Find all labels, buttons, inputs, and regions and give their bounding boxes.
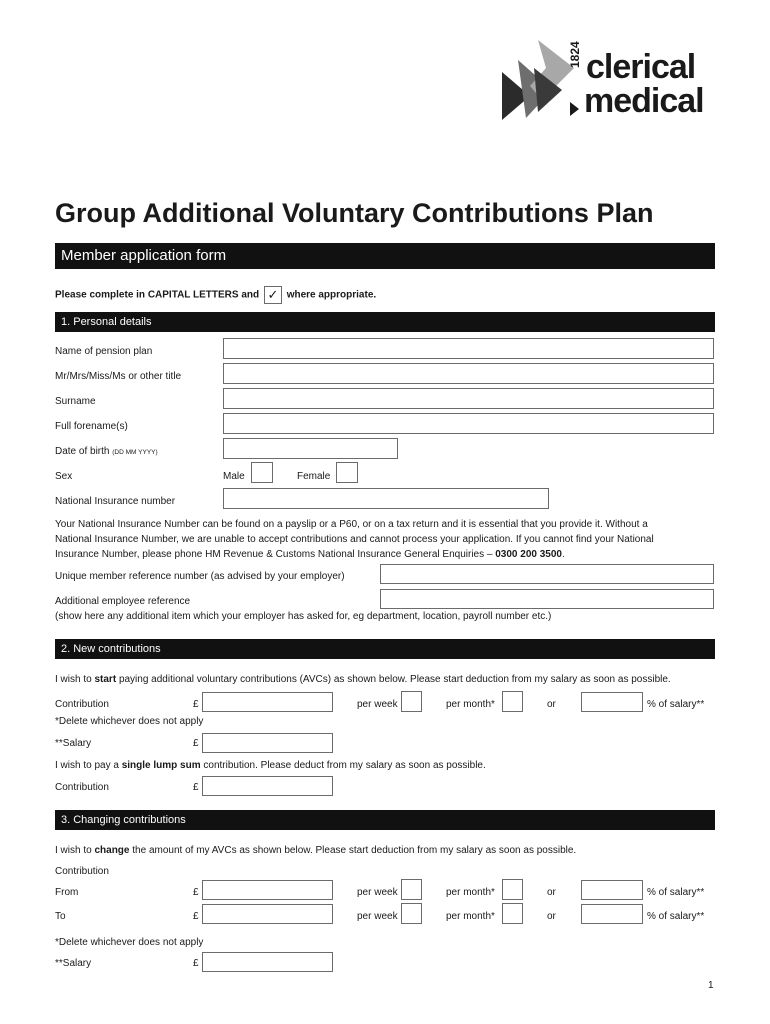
surname-field[interactable] bbox=[223, 388, 714, 409]
section2-intro bbox=[55, 674, 671, 685]
new-contribution-pound: £ bbox=[193, 699, 199, 710]
section2-intro-pre: I wish to bbox=[55, 674, 92, 685]
female-checkbox[interactable] bbox=[336, 462, 358, 483]
from-or-label: or bbox=[547, 887, 556, 898]
from-label: From bbox=[55, 887, 79, 898]
section2-intro-bold: start bbox=[94, 674, 117, 685]
ni-number-field[interactable] bbox=[223, 488, 549, 509]
new-salary-field[interactable] bbox=[202, 733, 333, 753]
section3-intro bbox=[55, 845, 576, 856]
logo-arrow-icon bbox=[570, 102, 579, 116]
new-per-week-checkbox[interactable] bbox=[401, 691, 422, 712]
ni-note-line1: Your National Insurance Number can be found on a payslip or a P60, or on a tax return and it is essential that you provide it. Without a bbox=[55, 519, 648, 530]
section2-header bbox=[55, 639, 715, 659]
new-pct-field[interactable] bbox=[581, 692, 643, 712]
new-per-week-label: per week bbox=[357, 699, 398, 710]
page-title: Group Additional Voluntary Contributions Plan bbox=[55, 198, 654, 228]
new-or-label: or bbox=[547, 699, 556, 710]
forenames-field[interactable] bbox=[223, 413, 714, 434]
change-salary-label: **Salary bbox=[55, 958, 92, 969]
section1-title: 1. Personal details bbox=[61, 316, 152, 328]
from-per-month-checkbox[interactable] bbox=[502, 879, 523, 900]
instructions-before: Please complete in CAPITAL LETTERS and bbox=[55, 289, 260, 301]
new-contribution-label: Contribution bbox=[55, 699, 109, 710]
change-contribution-label: Contribution bbox=[55, 866, 109, 877]
subtitle-text: Member application form bbox=[61, 247, 227, 264]
title-field[interactable] bbox=[223, 363, 714, 384]
dob-field[interactable] bbox=[223, 438, 398, 459]
to-amount-field[interactable] bbox=[202, 904, 333, 924]
lump-contribution-label: Contribution bbox=[55, 782, 109, 793]
unique-ref-label: Unique member reference number (as advised by your employer) bbox=[55, 571, 345, 582]
new-contribution-field[interactable] bbox=[202, 692, 333, 712]
lump-sum-bold: single lump sum bbox=[121, 760, 201, 771]
dob-label-text: Date of birth bbox=[55, 446, 110, 457]
title-label: Mr/Mrs/Miss/Ms or other title bbox=[55, 371, 182, 382]
to-label: To bbox=[55, 911, 66, 922]
unique-ref-field[interactable] bbox=[380, 564, 714, 584]
from-per-month-label: per month* bbox=[446, 887, 495, 898]
company-logo bbox=[500, 38, 732, 124]
from-per-week-label: per week bbox=[357, 887, 398, 898]
ni-note-line2: National Insurance Number, we are unable to accept contributions and cannot process your application. If you cannot find your National bbox=[55, 534, 654, 545]
female-label: Female bbox=[297, 471, 331, 482]
male-checkbox[interactable] bbox=[251, 462, 273, 483]
section3-title: 3. Changing contributions bbox=[61, 814, 186, 826]
section3-intro-pre: I wish to bbox=[55, 845, 92, 856]
new-delete-note: *Delete whichever does not apply bbox=[55, 716, 204, 727]
to-pct-label: % of salary** bbox=[647, 911, 705, 922]
sex-label: Sex bbox=[55, 471, 73, 482]
dob-format: (DD MM YYYY) bbox=[112, 449, 158, 456]
lump-contribution-pound: £ bbox=[193, 782, 199, 793]
surname-label: Surname bbox=[55, 396, 96, 407]
logo-year: 1824 bbox=[568, 41, 582, 68]
lump-sum-post: contribution. Please deduct from my salary as soon as possible. bbox=[203, 760, 486, 771]
section3-header bbox=[55, 810, 715, 830]
logo-word-medical: medical bbox=[584, 82, 704, 120]
new-salary-pound: £ bbox=[193, 738, 199, 749]
to-per-week-label: per week bbox=[357, 911, 398, 922]
subtitle-banner bbox=[55, 243, 715, 269]
section1-header bbox=[55, 312, 715, 332]
from-pound: £ bbox=[193, 887, 199, 898]
add-ref-label: Additional employee reference bbox=[55, 596, 191, 607]
change-salary-field[interactable] bbox=[202, 952, 333, 972]
new-pct-label: % of salary** bbox=[647, 699, 705, 710]
ni-note bbox=[55, 517, 720, 562]
section2-intro-post: paying additional voluntary contributions (AVCs) as shown below. Please start deduction from my salary as soon as possible. bbox=[118, 674, 671, 685]
section3-intro-bold: change bbox=[94, 845, 130, 856]
plan-name-field[interactable] bbox=[223, 338, 714, 359]
instructions-after: where appropriate. bbox=[286, 289, 377, 301]
from-amount-field[interactable] bbox=[202, 880, 333, 900]
tick-example-box bbox=[264, 286, 282, 304]
ni-note-end: . bbox=[561, 549, 565, 560]
to-pct-field[interactable] bbox=[581, 904, 643, 924]
lump-contribution-field[interactable] bbox=[202, 776, 333, 796]
to-per-month-label: per month* bbox=[446, 911, 495, 922]
male-label: Male bbox=[223, 471, 245, 482]
section3-intro-post: the amount of my AVCs as shown below. Please start deduction from my salary as soon as possible. bbox=[132, 845, 577, 856]
dob-label bbox=[55, 446, 158, 457]
add-ref-note: (show here any additional item which your employer has asked for, eg department, location, payroll number etc.) bbox=[55, 611, 552, 622]
change-salary-pound: £ bbox=[193, 958, 199, 969]
new-salary-label: **Salary bbox=[55, 738, 92, 749]
new-per-month-checkbox[interactable] bbox=[502, 691, 523, 712]
tick-icon: ✓ bbox=[267, 287, 279, 302]
plan-name-label: Name of pension plan bbox=[55, 346, 153, 357]
from-pct-field[interactable] bbox=[581, 880, 643, 900]
instructions bbox=[55, 286, 376, 304]
change-delete-note: *Delete whichever does not apply bbox=[55, 937, 204, 948]
to-per-week-checkbox[interactable] bbox=[401, 903, 422, 924]
to-pound: £ bbox=[193, 911, 199, 922]
section2-title: 2. New contributions bbox=[61, 643, 161, 655]
ni-note-line3 bbox=[55, 547, 720, 562]
lump-sum-pre: I wish to pay a bbox=[55, 760, 119, 771]
logo-word-clerical: clerical bbox=[586, 48, 696, 86]
lump-sum-intro bbox=[55, 760, 486, 771]
new-per-month-label: per month* bbox=[446, 699, 495, 710]
forenames-label: Full forename(s) bbox=[55, 421, 128, 432]
to-per-month-checkbox[interactable] bbox=[502, 903, 523, 924]
page-number: 1 bbox=[708, 980, 714, 991]
ni-phone-number: 0300 200 3500 bbox=[495, 549, 562, 560]
ni-number-label: National Insurance number bbox=[55, 496, 176, 507]
from-pct-label: % of salary** bbox=[647, 887, 705, 898]
ni-note-line3-text: Insurance Number, please phone HM Revenue & Customs National Insurance General Enquiries – bbox=[55, 549, 493, 560]
add-ref-field[interactable] bbox=[380, 589, 714, 609]
from-per-week-checkbox[interactable] bbox=[401, 879, 422, 900]
to-or-label: or bbox=[547, 911, 556, 922]
